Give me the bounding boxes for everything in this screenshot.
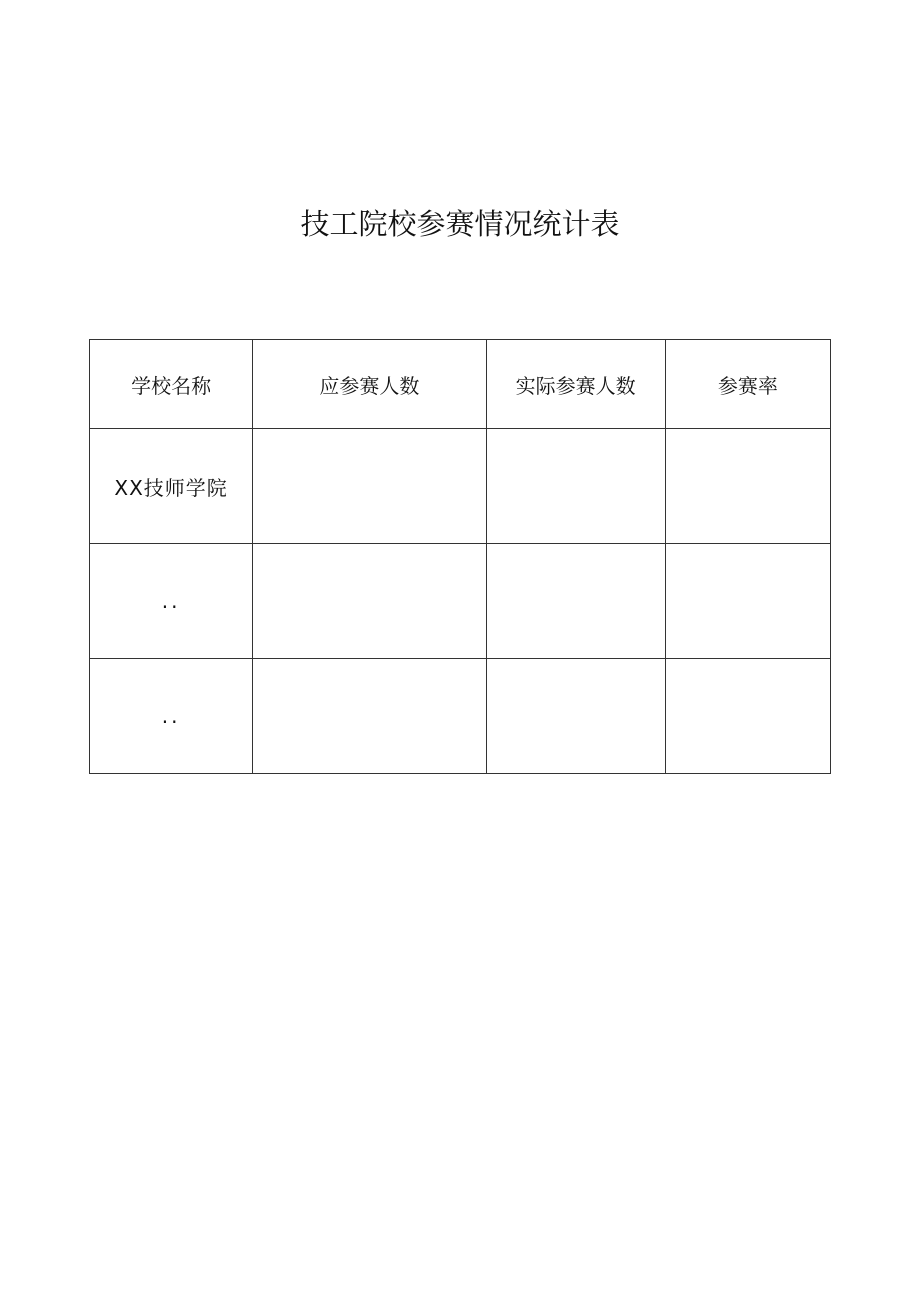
- table-row: [90, 659, 831, 774]
- header-expected-participants: 应参赛人数: [253, 340, 486, 429]
- cell-school-name: XX技师学院: [90, 429, 253, 544]
- participation-table: [89, 339, 831, 774]
- cell-participation-rate: [665, 659, 830, 774]
- cell-actual-participants: [486, 544, 665, 659]
- header-actual-participants: 实际参赛人数: [486, 340, 665, 429]
- cell-expected-participants: [253, 429, 486, 544]
- cell-actual-participants: [486, 429, 665, 544]
- cell-expected-participants: [253, 659, 486, 774]
- table-row: [90, 429, 831, 544]
- cell-actual-participants: [486, 659, 665, 774]
- header-school-name: 学校名称: [90, 340, 253, 429]
- header-participation-rate: 参赛率: [665, 340, 830, 429]
- page-title: 技工院校参赛情况统计表: [300, 207, 620, 241]
- cell-expected-participants: [253, 544, 486, 659]
- cell-school-name: ..: [90, 659, 253, 774]
- cell-participation-rate: [665, 429, 830, 544]
- cell-school-name: ..: [90, 544, 253, 659]
- table-row: [90, 544, 831, 659]
- table-header-row: [90, 340, 831, 429]
- cell-participation-rate: [665, 544, 830, 659]
